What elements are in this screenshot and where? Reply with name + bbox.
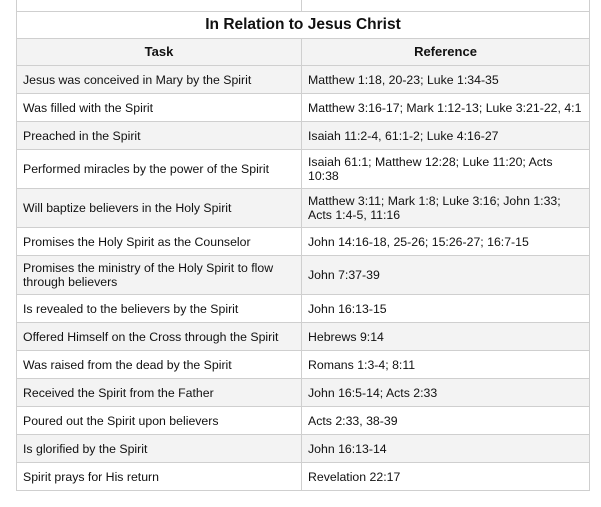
reference-cell: John 16:5-14; Acts 2:33: [302, 379, 590, 407]
table-row: [17, 323, 590, 351]
table-header-row: [17, 39, 590, 66]
task-cell: Performed miracles by the power of the Spirit: [17, 150, 302, 189]
reference-cell: John 16:13-14: [302, 435, 590, 463]
table-row: [17, 379, 590, 407]
task-cell: Received the Spirit from the Father: [17, 379, 302, 407]
reference-cell: Matthew 1:18, 20-23; Luke 1:34-35: [302, 66, 590, 94]
task-cell: Is glorified by the Spirit: [17, 435, 302, 463]
table-row: [17, 122, 590, 150]
table-row: [17, 295, 590, 323]
task-cell: Will baptize believers in the Holy Spirit: [17, 189, 302, 228]
reference-cell: John 16:13-15: [302, 295, 590, 323]
table-row: [17, 66, 590, 94]
reference-cell: Matthew 3:11; Mark 1:8; Luke 3:16; John 1:33; Acts 1:4-5, 11:16: [302, 189, 590, 228]
table-cell: [17, 0, 302, 12]
task-cell: Promises the ministry of the Holy Spirit to flow through believers: [17, 256, 302, 295]
reference-cell: Romans 1:3-4; 8:11: [302, 351, 590, 379]
relation-table: [16, 0, 590, 491]
table-row: [17, 256, 590, 295]
task-cell: Jesus was conceived in Mary by the Spirit: [17, 66, 302, 94]
reference-cell: John 14:16-18, 25-26; 15:26-27; 16:7-15: [302, 228, 590, 256]
table-row: [17, 435, 590, 463]
table-title-row: [17, 12, 590, 39]
task-cell: Was raised from the dead by the Spirit: [17, 351, 302, 379]
table-title: In Relation to Jesus Christ: [17, 12, 590, 39]
table-row: [17, 463, 590, 491]
table-row: [17, 94, 590, 122]
relation-table-container: [16, 0, 589, 491]
reference-cell: Acts 2:33, 38-39: [302, 407, 590, 435]
reference-cell: Matthew 3:16-17; Mark 1:12-13; Luke 3:21-22, 4:1: [302, 94, 590, 122]
table-row: [17, 189, 590, 228]
reference-cell: Isaiah 11:2-4, 61:1-2; Luke 4:16-27: [302, 122, 590, 150]
task-cell: Preached in the Spirit: [17, 122, 302, 150]
table-row: [17, 351, 590, 379]
reference-cell: John 7:37-39: [302, 256, 590, 295]
column-header-reference: Reference: [302, 39, 590, 66]
table-row: [17, 150, 590, 189]
table-row: [17, 228, 590, 256]
task-cell: Offered Himself on the Cross through the Spirit: [17, 323, 302, 351]
task-cell: Promises the Holy Spirit as the Counselor: [17, 228, 302, 256]
previous-table-row-remnant: [17, 0, 590, 12]
task-cell: Spirit prays for His return: [17, 463, 302, 491]
table-row: [17, 407, 590, 435]
column-header-task: Task: [17, 39, 302, 66]
reference-cell: Isaiah 61:1; Matthew 12:28; Luke 11:20; Acts 10:38: [302, 150, 590, 189]
reference-cell: Revelation 22:17: [302, 463, 590, 491]
table-cell: [302, 0, 590, 12]
task-cell: Poured out the Spirit upon believers: [17, 407, 302, 435]
task-cell: Is revealed to the believers by the Spirit: [17, 295, 302, 323]
task-cell: Was filled with the Spirit: [17, 94, 302, 122]
reference-cell: Hebrews 9:14: [302, 323, 590, 351]
